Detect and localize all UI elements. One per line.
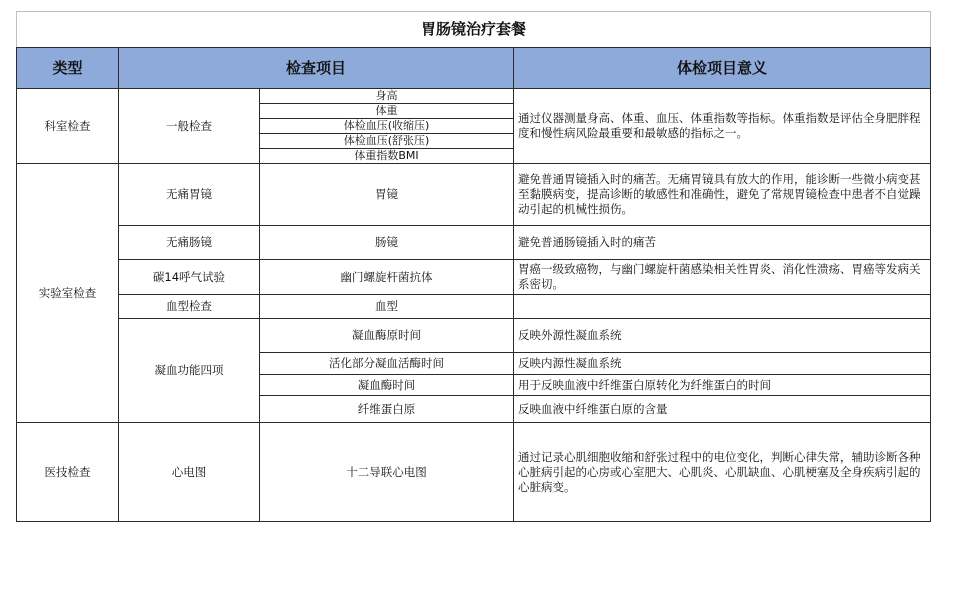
subitem-pt: 凝血酶原时间 bbox=[260, 319, 514, 353]
meaning-pt: 反映外源性凝血系统 bbox=[514, 319, 931, 353]
item-coagulation: 凝血功能四项 bbox=[119, 319, 260, 423]
type-medtech: 医技检查 bbox=[17, 423, 119, 522]
header-meaning: 体检项目意义 bbox=[514, 48, 931, 89]
header-items: 检查项目 bbox=[119, 48, 514, 89]
subitem-tt: 凝血酶时间 bbox=[260, 375, 514, 396]
meaning-fibrinogen: 反映血液中纤维蛋白原的含量 bbox=[514, 396, 931, 423]
subitem-weight: 体重 bbox=[260, 104, 514, 119]
package-sheet bbox=[16, 11, 930, 522]
subitem-blood-type: 血型 bbox=[260, 295, 514, 319]
meaning-general: 通过仪器测量身高、体重、血压、体重指数等指标。体重指数是评估全身肥胖程度和慢性病风险最重要和最敏感的指标之一。 bbox=[514, 89, 931, 164]
meaning-colonoscope: 避免普通肠镜插入时的痛苦 bbox=[514, 226, 931, 260]
subitem-colonoscope: 肠镜 bbox=[260, 226, 514, 260]
meaning-ecg: 通过记录心肌细胞收缩和舒张过程中的电位变化，判断心律失常，辅助诊断各种心脏病引起的心房或心室肥大、心肌炎、心肌缺血、心肌梗塞及全身疾病引起的心脏病变。 bbox=[514, 423, 931, 522]
subitem-fibrinogen: 纤维蛋白原 bbox=[260, 396, 514, 423]
meaning-aptt: 反映内源性凝血系统 bbox=[514, 353, 931, 375]
table-title: 胃肠镜治疗套餐 bbox=[17, 12, 931, 48]
subitem-height: 身高 bbox=[260, 89, 514, 104]
subitem-gastroscope: 胃镜 bbox=[260, 164, 514, 226]
type-lab: 实验室检查 bbox=[17, 164, 119, 423]
subitem-aptt: 活化部分凝血活酶时间 bbox=[260, 353, 514, 375]
subitem-systolic: 体检血压(收缩压) bbox=[260, 119, 514, 134]
subitem-ecg: 十二导联心电图 bbox=[260, 423, 514, 522]
item-gastroscope: 无痛胃镜 bbox=[119, 164, 260, 226]
item-general: 一般检查 bbox=[119, 89, 260, 164]
meaning-breath-test: 胃癌一级致癌物，与幽门螺旋杆菌感染相关性胃炎、消化性溃疡、胃癌等发病关系密切。 bbox=[514, 260, 931, 295]
item-breath-test: 碳14呼气试验 bbox=[119, 260, 260, 295]
meaning-tt: 用于反映血液中纤维蛋白原转化为纤维蛋白的时间 bbox=[514, 375, 931, 396]
subitem-hp-antibody: 幽门螺旋杆菌抗体 bbox=[260, 260, 514, 295]
item-blood-type: 血型检查 bbox=[119, 295, 260, 319]
type-office: 科室检查 bbox=[17, 89, 119, 164]
meaning-blood-type bbox=[514, 295, 931, 319]
subitem-bmi: 体重指数BMI bbox=[260, 149, 514, 164]
item-ecg: 心电图 bbox=[119, 423, 260, 522]
item-colonoscope: 无痛肠镜 bbox=[119, 226, 260, 260]
meaning-gastroscope: 避免普通胃镜插入时的痛苦。无痛胃镜具有放大的作用，能诊断一些微小病变甚至黏膜病变，提高诊断的敏感性和准确性，避免了常规胃镜检查中患者不自觉躁动引起的机械性损伤。 bbox=[514, 164, 931, 226]
package-table bbox=[16, 11, 931, 522]
subitem-diastolic: 体检血压(舒张压) bbox=[260, 134, 514, 149]
header-type: 类型 bbox=[17, 48, 119, 89]
